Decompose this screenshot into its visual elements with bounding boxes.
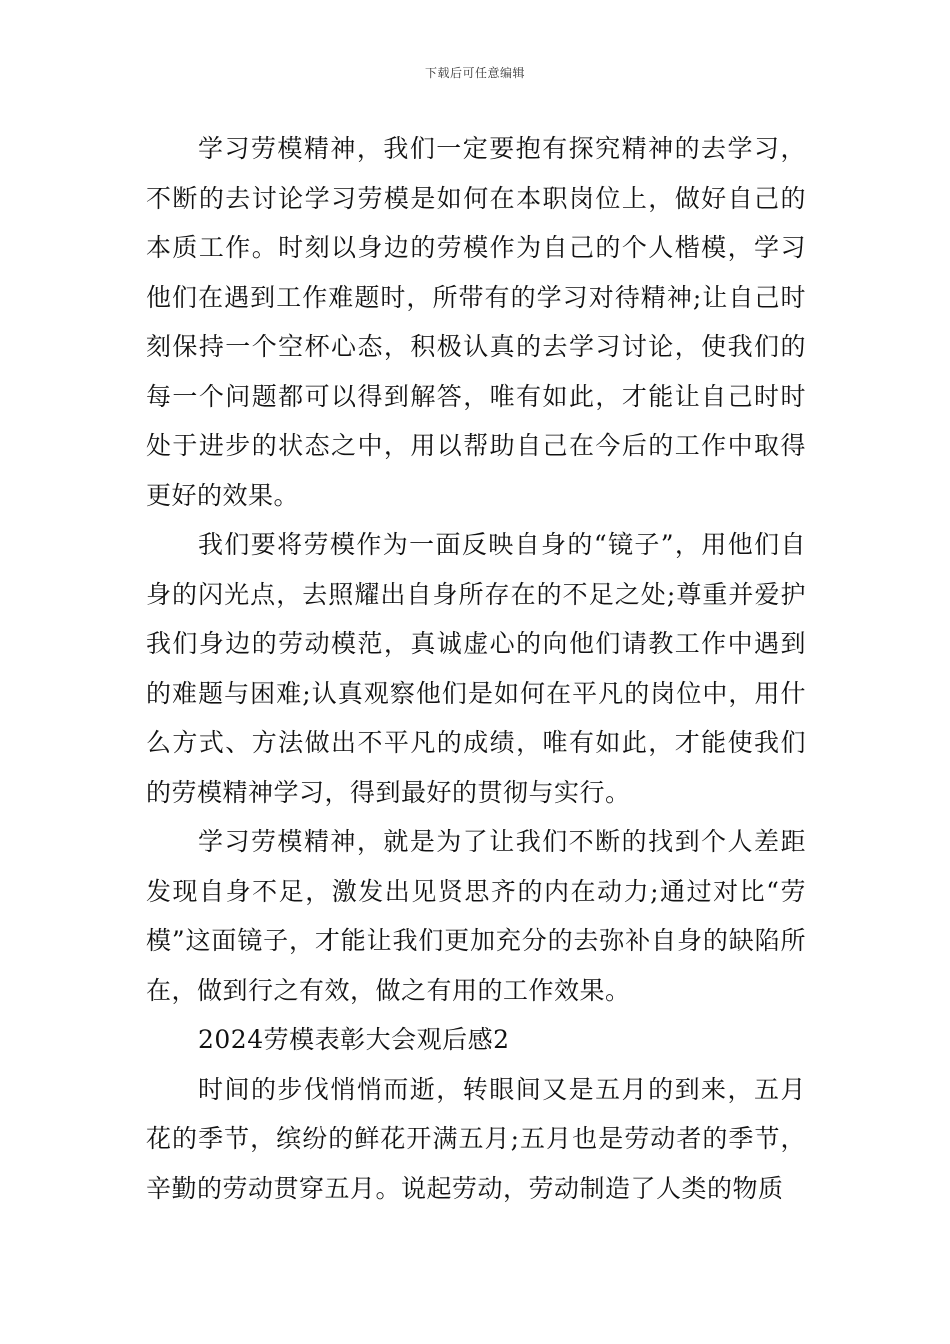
page-header: 下载后可任意编辑: [424, 66, 525, 80]
document-body: [146, 124, 806, 1213]
paragraph-4: 时间的步伐悄悄而逝，转眼间又是五月的到来，五月花的季节，缤纷的鲜花开满五月;五月也是劳动者的季节，辛勤的劳动贯穿五月。说起劳动，劳动制造了人类的物质: [146, 1074, 806, 1203]
paragraph-3: 学习劳模精神，就是为了让我们不断的找到个人差距发现自身不足，激发出见贤思齐的内在动力;通过对比“劳模”这面镜子，才能让我们更加充分的去弥补自身的缺陷所在，做到行之有效，做之有用的工作效果。: [146, 827, 806, 1005]
section-subheading: 2024劳模表彰大会观后感2: [198, 1025, 510, 1054]
paragraph-1: 学习劳模精神，我们一定要抱有探究精神的去学习，不断的去讨论学习劳模是如何在本职岗位上，做好自己的本质工作。时刻以身边的劳模作为自己的个人楷模，学习他们在遇到工作难题时，所带有的学习对待精神;让自己时刻保持一个空杯心态，积极认真的去学习讨论，使我们的每一个问题都可以得到解答，唯有如此，才能让自己时时处于进步的状态之中，用以帮助自己在今后的工作中取得更好的效果。: [146, 134, 806, 510]
paragraph-2: 我们要将劳模作为一面反映自身的“镜子”，用他们自身的闪光点，去照耀出自身所存在的不足之处;尊重并爱护我们身边的劳动模范，真诚虚心的向他们请教工作中遇到的难题与困难;认真观察他们是如何在平凡的岗位中，用什么方式、方法做出不平凡的成绩，唯有如此，才能使我们的劳模精神学习，得到最好的贯彻与实行。: [146, 530, 806, 807]
